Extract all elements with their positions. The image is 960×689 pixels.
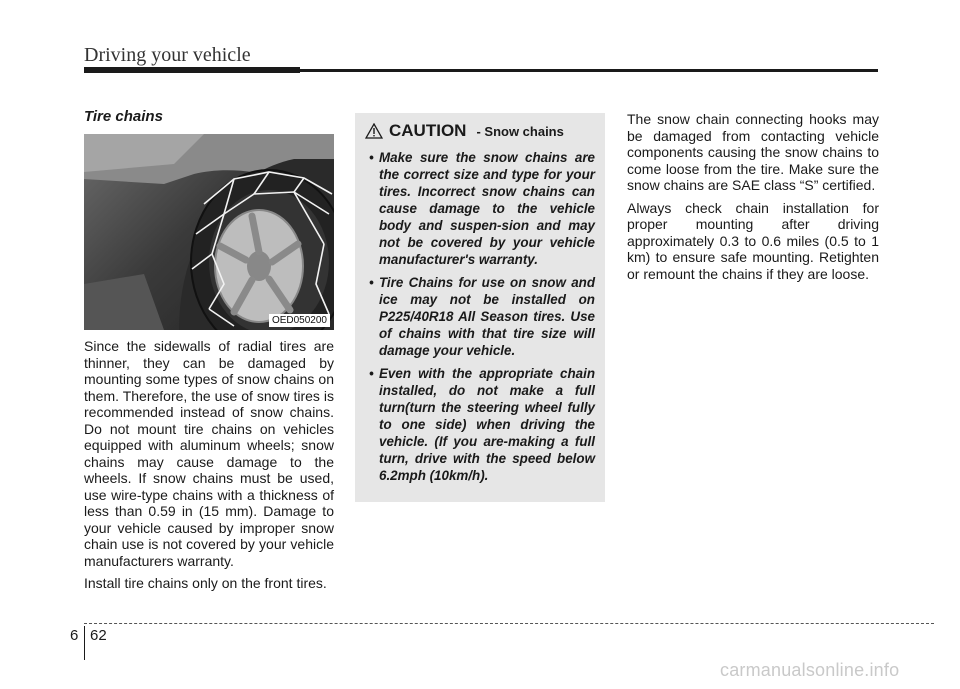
- bullet-icon: •: [369, 275, 374, 290]
- caution-item: [365, 149, 595, 268]
- caution-item-text: Even with the appropriate chain installed, do not make a full turn(turn the steering wheel fully to one side) when driving the vehicle. (If you are-making a full turn, drive with the speed below 6.2mph (10km/h).: [379, 366, 595, 483]
- caution-header: [365, 121, 595, 141]
- bullet-icon: •: [369, 150, 374, 165]
- body-paragraph: The snow chain connecting hooks may be damaged from contacting vehicle components causing the snow chains to come loose from the tire. Make sure the snow chains are SAE class “S” certified.: [627, 111, 879, 193]
- caution-item: [365, 274, 595, 359]
- caution-item-text: Tire Chains for use on snow and ice may not be installed on P225/40R18 All Season tires. Use of chains with that tire size will damage your vehicle.: [379, 275, 595, 358]
- tire-chain-figure: [84, 134, 334, 330]
- header-rule: [84, 69, 878, 72]
- caution-list: [365, 149, 595, 484]
- page-number: 62: [90, 627, 107, 644]
- watermark: carmanualsonline.info: [720, 660, 900, 680]
- left-column: [84, 108, 334, 598]
- caution-box: [355, 113, 605, 502]
- warning-triangle-icon: [365, 123, 383, 139]
- bullet-icon: •: [369, 366, 374, 381]
- body-paragraph: Always check chain installation for proper mounting after driving approximately 0.3 to 0.6 miles (0.5 to 1 km) to ensure safe mounting. Retighten or remount the chains if they are loose.: [627, 199, 879, 282]
- tire-chain-illustration: [84, 134, 334, 330]
- chapter-number: 6: [70, 627, 79, 644]
- page-header-title: Driving your vehicle: [84, 44, 251, 66]
- section-title: Tire chains: [84, 108, 163, 125]
- caution-item-text: Make sure the snow chains are the correct size and type for your tires. Incorrect snow chains can cause damage to the vehicle body and suspen-sion and may not be covered by your vehicle manufacturer's warranty.: [379, 150, 595, 267]
- body-paragraph: Install tire chains only on the front tires.: [84, 575, 327, 591]
- caution-subtitle: - Snow chains: [476, 123, 564, 139]
- figure-code: OED050200: [269, 314, 330, 327]
- right-column: [627, 111, 879, 288]
- footer-rule: [84, 623, 934, 624]
- page-number-separator: [84, 626, 85, 660]
- caution-label: CAUTION: [389, 121, 467, 140]
- caution-item: [365, 365, 595, 484]
- body-paragraph: Since the sidewalls of radial tires are thinner, they can be damaged by mounting some types of snow chains on them. Therefore, the use of snow tires is recommended instead of snow chains. Do not mount tire chains on vehicles equipped with aluminum wheels; snow chains may cause damage to the wheels. If snow chains must be used, use wire-type chains with a thickness of less than 0.59 in (15 mm). Damage to your vehicle caused by improper snow chain use is not covered by your vehicle manufacturers warranty.: [84, 338, 334, 569]
